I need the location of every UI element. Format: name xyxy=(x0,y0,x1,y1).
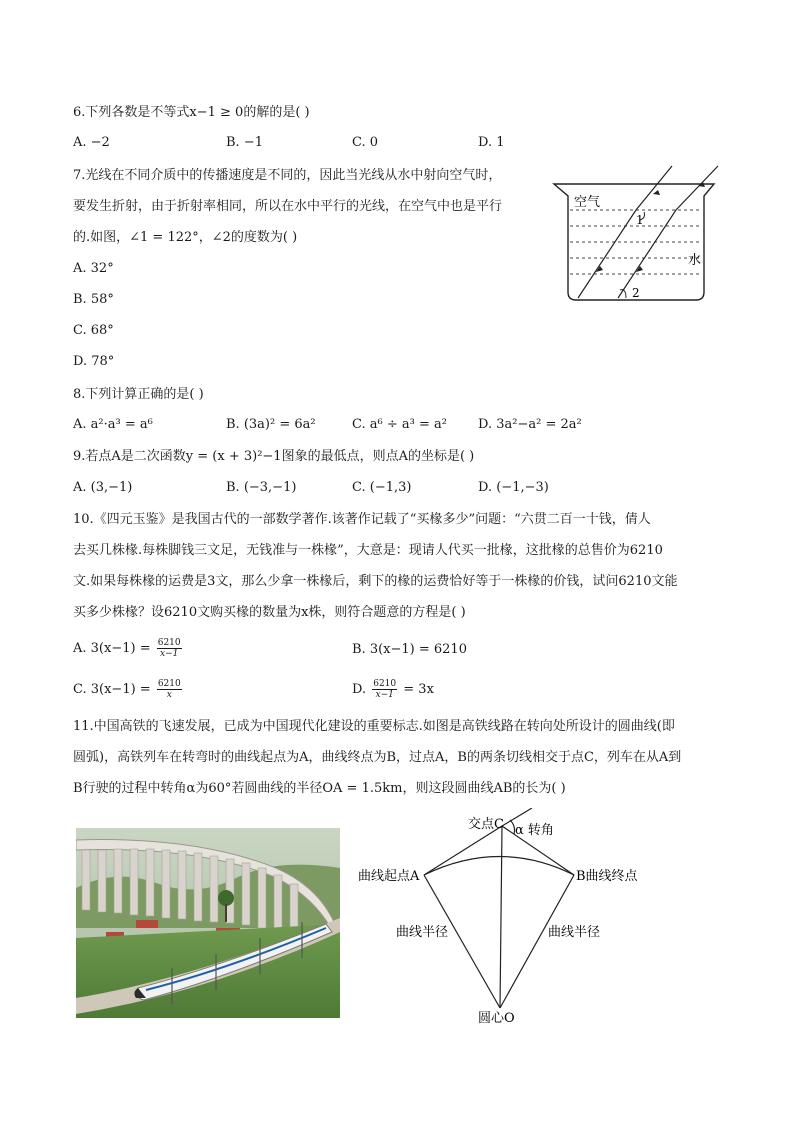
q11-stem-line3: B行驶的过程中转角α为60°若圆曲线的半径OA = 1.5km，则这段圆曲线AB的长为( ) xyxy=(73,781,566,796)
q8-option-a[interactable]: A. a²·a³ = a⁶ xyxy=(73,417,153,432)
q10-stem-line2: 去买几株椽.每株脚钱三文足，无钱准与一株椽”，大意是：现请人代买一批椽，这批椽的总售价为6210 xyxy=(73,543,663,558)
q7-stem-line1: 7.光线在不同介质中的传播速度是不同的，因此当光线从水中射向空气时， xyxy=(73,168,502,183)
radius-oa xyxy=(424,875,500,1008)
q7-stem-line2: 要发生折射，由于折射率相同，所以在水中平行的光线，在空气中也是平行 xyxy=(73,199,503,214)
label-radius-right: 曲线半径 xyxy=(548,925,601,940)
water-label: 水 xyxy=(688,253,702,268)
q6-option-d[interactable]: D. 1 xyxy=(478,135,505,150)
q10-option-b[interactable]: B. 3(x−1) = 6210 xyxy=(352,642,467,657)
line-oc xyxy=(500,826,502,1008)
q6-option-c[interactable]: C. 0 xyxy=(352,135,379,150)
q11-stem-line2: 圆弧)，高铁列车在转弯时的曲线起点为A，曲线终点为B，过点A，B的两条切线相交于点C，列车在从A到 xyxy=(73,750,682,765)
q7-option-a[interactable]: A. 32° xyxy=(73,261,114,276)
q10-stem-line4: 买多少株椽？设6210文购买椽的数量为x株，则符合题意的方程是( ) xyxy=(73,605,466,620)
q11-stem-line1: 11.中国高铁的飞速发展，已成为中国现代化建设的重要标志.如图是高铁线路在转向处所设计的圆曲线(即 xyxy=(73,719,675,734)
q9-option-c[interactable]: C. (−1,3) xyxy=(352,480,412,495)
label-intersection-c: 交点C xyxy=(468,817,504,832)
q11-curve-diagram xyxy=(352,808,652,1028)
angle2-label: 2 xyxy=(632,286,640,300)
q7-option-c[interactable]: C. 68° xyxy=(73,323,114,338)
label-radius-left: 曲线半径 xyxy=(396,925,449,940)
air-label: 空气 xyxy=(574,195,601,210)
q7-stem-line3: 的.如图，∠1 = 122°，∠2的度数为( ) xyxy=(73,230,298,245)
q10-option-c[interactable]: C. 3(x−1) = $\frac{6210}{x}$ xyxy=(73,679,181,700)
q6-stem: 6.下列各数是不等式x−1 ≥ 0的解的是( ) xyxy=(73,105,310,120)
q6-option-b[interactable]: B. −1 xyxy=(226,135,263,150)
q6-option-a[interactable]: A. −2 xyxy=(73,135,110,150)
q10-option-d[interactable]: D. $\frac{6210}{x-1}$ = 3x xyxy=(352,679,434,700)
q7-refraction-figure xyxy=(548,160,724,310)
q9-option-d[interactable]: D. (−1,−3) xyxy=(478,480,549,495)
q9-stem: 9.若点A是二次函数y = (x + 3)²−1图象的最低点，则点A的坐标是( ) xyxy=(73,449,475,464)
label-end-b: B曲线终点 xyxy=(576,869,638,884)
light-rays xyxy=(578,166,718,298)
label-turn-angle: α 转角 xyxy=(515,823,554,838)
angle1-label: 1 xyxy=(636,213,644,227)
radius-ob xyxy=(500,875,574,1008)
label-center-o: 圆心O xyxy=(478,1011,515,1026)
q8-option-c[interactable]: C. a⁶ ÷ a³ = a² xyxy=(352,417,447,432)
q7-option-d[interactable]: D. 78° xyxy=(73,354,115,369)
q7-option-b[interactable]: B. 58° xyxy=(73,292,114,307)
q8-option-d[interactable]: D. 3a²−a² = 2a² xyxy=(478,417,582,432)
q10-option-a[interactable]: A. 3(x−1) = $\frac{6210}{x-1}$ xyxy=(73,638,181,659)
q10-stem-line1: 10.《四元玉鉴》是我国古代的一部数学著作.该著作记载了“买椽多少”问题：“六贯二百一十钱，倩人 xyxy=(73,512,651,527)
q8-option-b[interactable]: B. (3a)² = 6a² xyxy=(226,417,316,432)
label-start-a: 曲线起点A xyxy=(358,869,420,884)
high-speed-rail-photo xyxy=(76,828,340,1018)
q8-stem: 8.下列计算正确的是( ) xyxy=(73,387,204,402)
q10-stem-line3: 文.如果每株椽的运费是3文，那么少拿一株椽后，剩下的椽的运费恰好等于一株椽的价钱，试问6210文能 xyxy=(73,574,678,589)
q9-option-a[interactable]: A. (3,−1) xyxy=(73,480,133,495)
tangent-ac xyxy=(424,826,502,875)
q9-option-b[interactable]: B. (−3,−1) xyxy=(226,480,297,495)
